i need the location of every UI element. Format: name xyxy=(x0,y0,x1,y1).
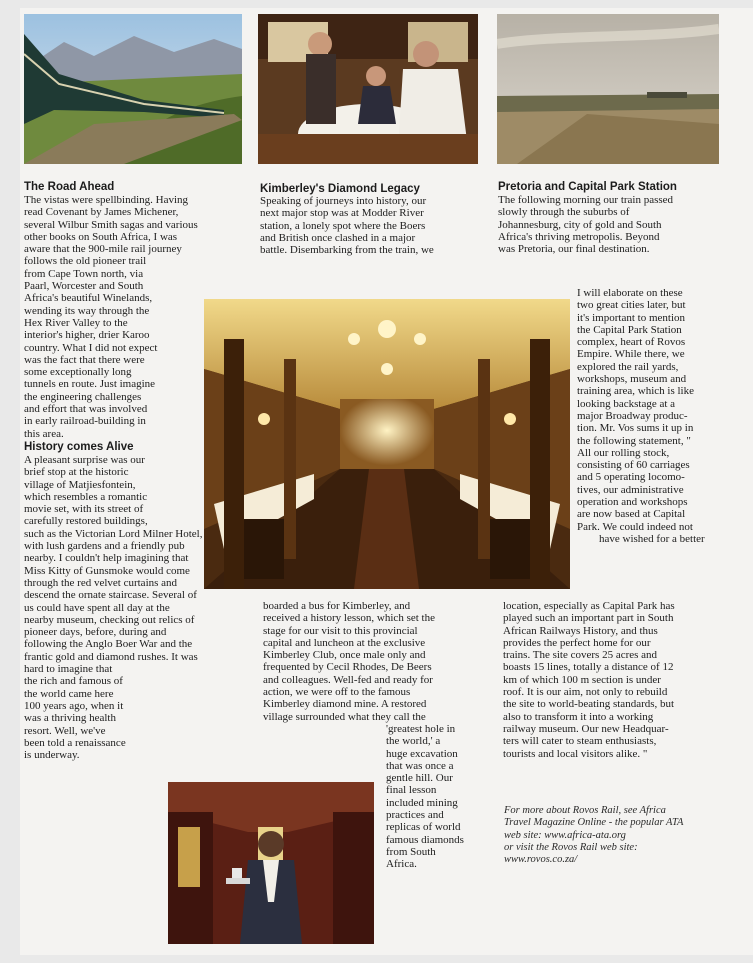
col1-line: us could have spent all day at the xyxy=(24,601,170,614)
col1-line: this area. xyxy=(24,427,64,440)
col1-line: read Covenant by James Michener, xyxy=(24,206,179,219)
col1-line: Hex River Valley to the xyxy=(24,316,128,329)
footer-line: For more about Rovos Rail, see Africa xyxy=(504,805,666,816)
col3-line: two great cities later, but xyxy=(577,299,686,312)
col1-line: A pleasant surprise was our xyxy=(24,454,145,466)
col3-line: km of which 100 m section is under xyxy=(503,673,661,686)
col1-line: descend the ornate staircase. Several of xyxy=(24,589,197,602)
photo-pretoria-plains xyxy=(497,14,719,164)
col1-line: been told a renaissance xyxy=(24,736,126,749)
col3-line: played such an important part in South xyxy=(503,612,674,625)
col3-line: major Broadway produc- xyxy=(577,409,688,422)
col3-line: the following statement, " xyxy=(577,434,691,447)
col2-line: next major stop was at Modder River xyxy=(260,207,424,220)
col3-line: operation and workshops xyxy=(577,496,688,509)
col3-line: also to transform it into a working xyxy=(503,710,654,723)
col3-text-side xyxy=(577,287,737,545)
col2-line: and colleagues. Well-fed and ready for xyxy=(263,673,433,686)
col2-line: action, we were off to the famous xyxy=(263,686,411,699)
col2-line: included mining xyxy=(386,796,458,809)
col3-line: ters will cater to steam enthusiasts, xyxy=(503,735,657,748)
col1-line: Africa's beautiful Winelands, xyxy=(24,292,153,305)
col1-line: nearby museum, checking out relics of xyxy=(24,613,195,626)
col2-line: that was once a xyxy=(386,759,454,772)
col1-line: some exceptionally long xyxy=(24,366,132,379)
heading-pretoria: Pretoria and Capital Park Station xyxy=(498,181,677,193)
col1-line: wending its way through the xyxy=(24,304,150,317)
col2-line: famous diamonds xyxy=(386,833,464,846)
col2-line: the world,' a xyxy=(386,735,441,748)
col3-line: Park. We could indeed not xyxy=(577,520,693,533)
col3-line: The following morning our train passed xyxy=(498,194,674,206)
col3-line: are now based at Capital xyxy=(577,508,686,521)
col1-line: country. What I did not expect xyxy=(24,341,158,354)
col2-line: station, a lonely spot where the Boers xyxy=(260,219,426,232)
col3-line: Johannesburg, city of gold and South xyxy=(498,218,662,231)
footer-links-note xyxy=(504,805,740,866)
col3-text-bottom xyxy=(503,600,743,760)
col2-line: Speaking of journeys into history, our xyxy=(260,195,427,207)
heading-history: History comes Alive xyxy=(24,441,134,453)
col2-line: huge excavation xyxy=(386,747,458,760)
col3-line: the site to world-beating standards, but xyxy=(503,698,675,711)
footer-line: Travel Magazine Online - the popular ATA xyxy=(504,817,684,829)
col3-line: looking backstage at a xyxy=(577,397,676,410)
col1-line: interior's higher, drier Karoo xyxy=(24,329,150,342)
col3-line: African Railways History, and thus xyxy=(503,624,658,637)
col2-line: Kimberley Club, once male only and xyxy=(263,649,426,662)
col2-line: frequented by Cecil Rhodes, De Beers xyxy=(263,661,432,674)
col1-line: such as the Victorian Lord Milner Hotel, xyxy=(24,527,203,540)
col1-line: Paarl, Worcester and South xyxy=(24,280,144,293)
col3-line: the Capital Park Station xyxy=(577,323,682,336)
col1-line: tunnels en route. Just imagine xyxy=(24,378,156,391)
photo-train-landscape xyxy=(24,14,242,164)
col1-line: brief stop at the historic xyxy=(24,466,129,479)
col1-line: other books on South Africa, I was xyxy=(24,230,178,243)
col1-line: nearby. I couldn't help imagining that xyxy=(24,552,189,565)
col2-line: final lesson xyxy=(386,784,437,797)
col3-line: provides the perfect home for our xyxy=(503,636,651,649)
col1-line: following the Anglo Boer War and the xyxy=(24,638,193,651)
col1-line: which resembles a romantic xyxy=(24,490,148,503)
col3-text-top xyxy=(498,194,726,255)
col3-line: All our rolling stock, xyxy=(577,446,670,459)
col1-line: several Wilbur Smith sagas and various xyxy=(24,218,198,231)
heading-kimberley: Kimberley's Diamond Legacy xyxy=(260,183,420,195)
col1-line: pioneer days, before, during and xyxy=(24,626,167,639)
footer-line: or visit the Rovos Rail web site: xyxy=(504,841,638,853)
col1-line: from Cape Town north, via xyxy=(24,267,144,280)
col1-line: hard to imagine that xyxy=(24,663,113,676)
col2-line: from South xyxy=(386,845,436,858)
col3-line: consisting of 60 carriages xyxy=(577,459,690,472)
photo-train-steward xyxy=(168,782,374,944)
col1-line: 100 years ago, when it xyxy=(24,699,124,712)
col2-text-top xyxy=(260,195,492,256)
col3-line: slowly through the suburbs of xyxy=(498,206,630,219)
col1-line: frantic gold and diamond rushes. It was xyxy=(24,650,198,663)
col3-line: trains. The site covers 25 acres and xyxy=(503,649,658,662)
col1-line: was the fact that there were xyxy=(24,353,145,366)
col1-line: follows the old pioneer trail xyxy=(24,255,147,268)
col3-line: training area, which is like xyxy=(577,385,694,398)
magazine-page xyxy=(20,8,753,955)
col3-line: roof. It is our aim, not only to rebuild xyxy=(503,686,668,699)
col3-line: railway museum. Our new Headquar- xyxy=(503,722,669,735)
col1-line: carefully restored buildings, xyxy=(24,515,148,528)
col3-line: have wished for a better xyxy=(599,532,705,545)
col1-line: Miss Kitty of Gunsmoke would come xyxy=(24,564,190,577)
col2-line: boarded a bus for Kimberley, and xyxy=(263,600,411,612)
col1-line: aware that the 900-mile rail journey xyxy=(24,243,182,256)
col1-line: the rich and famous of xyxy=(24,675,123,688)
col3-line: workshops, museum and xyxy=(577,373,687,386)
col1-line: movie set, with its street of xyxy=(24,503,144,516)
col2-line: capital and luncheon at the exclusive xyxy=(263,636,426,649)
col3-line: and 5 operating locomo- xyxy=(577,471,685,484)
heading-road-ahead: The Road Ahead xyxy=(24,181,115,193)
col2-line: Kimberley diamond mine. A restored xyxy=(263,698,427,711)
col2-line: Africa. xyxy=(386,858,417,871)
col2-line: battle. Disembarking from the train, we xyxy=(260,244,434,257)
col3-line: tives, our administrative xyxy=(577,483,684,496)
col2-line: received a history lesson, which set the xyxy=(263,612,435,625)
col3-line: Empire. While there, we xyxy=(577,348,685,361)
footer-line: www.rovos.co.za/ xyxy=(504,854,578,866)
col2-text-narrow xyxy=(386,723,496,871)
col3-line: location, especially as Capital Park has xyxy=(503,600,675,612)
col3-line: was Pretoria, our final destination. xyxy=(498,243,650,256)
col3-line: explored the rail yards, xyxy=(577,360,679,373)
col3-line: it's important to mention xyxy=(577,311,686,324)
footer-line: web site: www.africa-ata.org xyxy=(504,829,626,841)
col1-line: the world came here xyxy=(24,687,114,700)
col1-line: and effort that was involved xyxy=(24,403,148,416)
col2-line: stage for our visit to this provincial xyxy=(263,624,418,637)
col1-line: village of Matjiesfontein, xyxy=(24,478,136,491)
col1-line: is underway. xyxy=(24,749,80,762)
col3-line: boasts 15 lines, totally a distance of 12 xyxy=(503,661,674,674)
col3-line: Africa's thriving metropolis. Beyond xyxy=(498,230,660,243)
col1-line: the engineering challenges xyxy=(24,390,142,403)
col2-line: village surrounded what they call the xyxy=(263,710,426,723)
col2-line: and British once clashed in a major xyxy=(260,231,416,244)
col2-line: gentle hill. Our xyxy=(386,772,453,785)
col3-line: tion. Mr. Vos sums it up in xyxy=(577,422,694,435)
col1-line: The vistas were spellbinding. Having xyxy=(24,194,189,206)
col2-text-bottom xyxy=(263,600,499,723)
col1-line: resort. Well, we've xyxy=(24,724,106,737)
col1-line: was a thriving health xyxy=(24,712,116,725)
col1-line: through the red velvet curtains and xyxy=(24,576,178,589)
col1-line: with lush gardens and a friendly pub xyxy=(24,540,185,553)
col2-line: 'greatest hole in xyxy=(386,723,456,735)
col2-line: practices and xyxy=(386,809,444,822)
photo-dining-car-interior xyxy=(204,299,570,589)
col2-line: replicas of world xyxy=(386,821,461,834)
col3-line: tourists and local visitors alike. " xyxy=(503,747,648,760)
col1-line: in early railroad-building in xyxy=(24,415,146,428)
col3-line: I will elaborate on these xyxy=(577,287,683,299)
photo-dining-couple xyxy=(258,14,478,164)
col3-line: complex, heart of Rovos xyxy=(577,336,686,349)
